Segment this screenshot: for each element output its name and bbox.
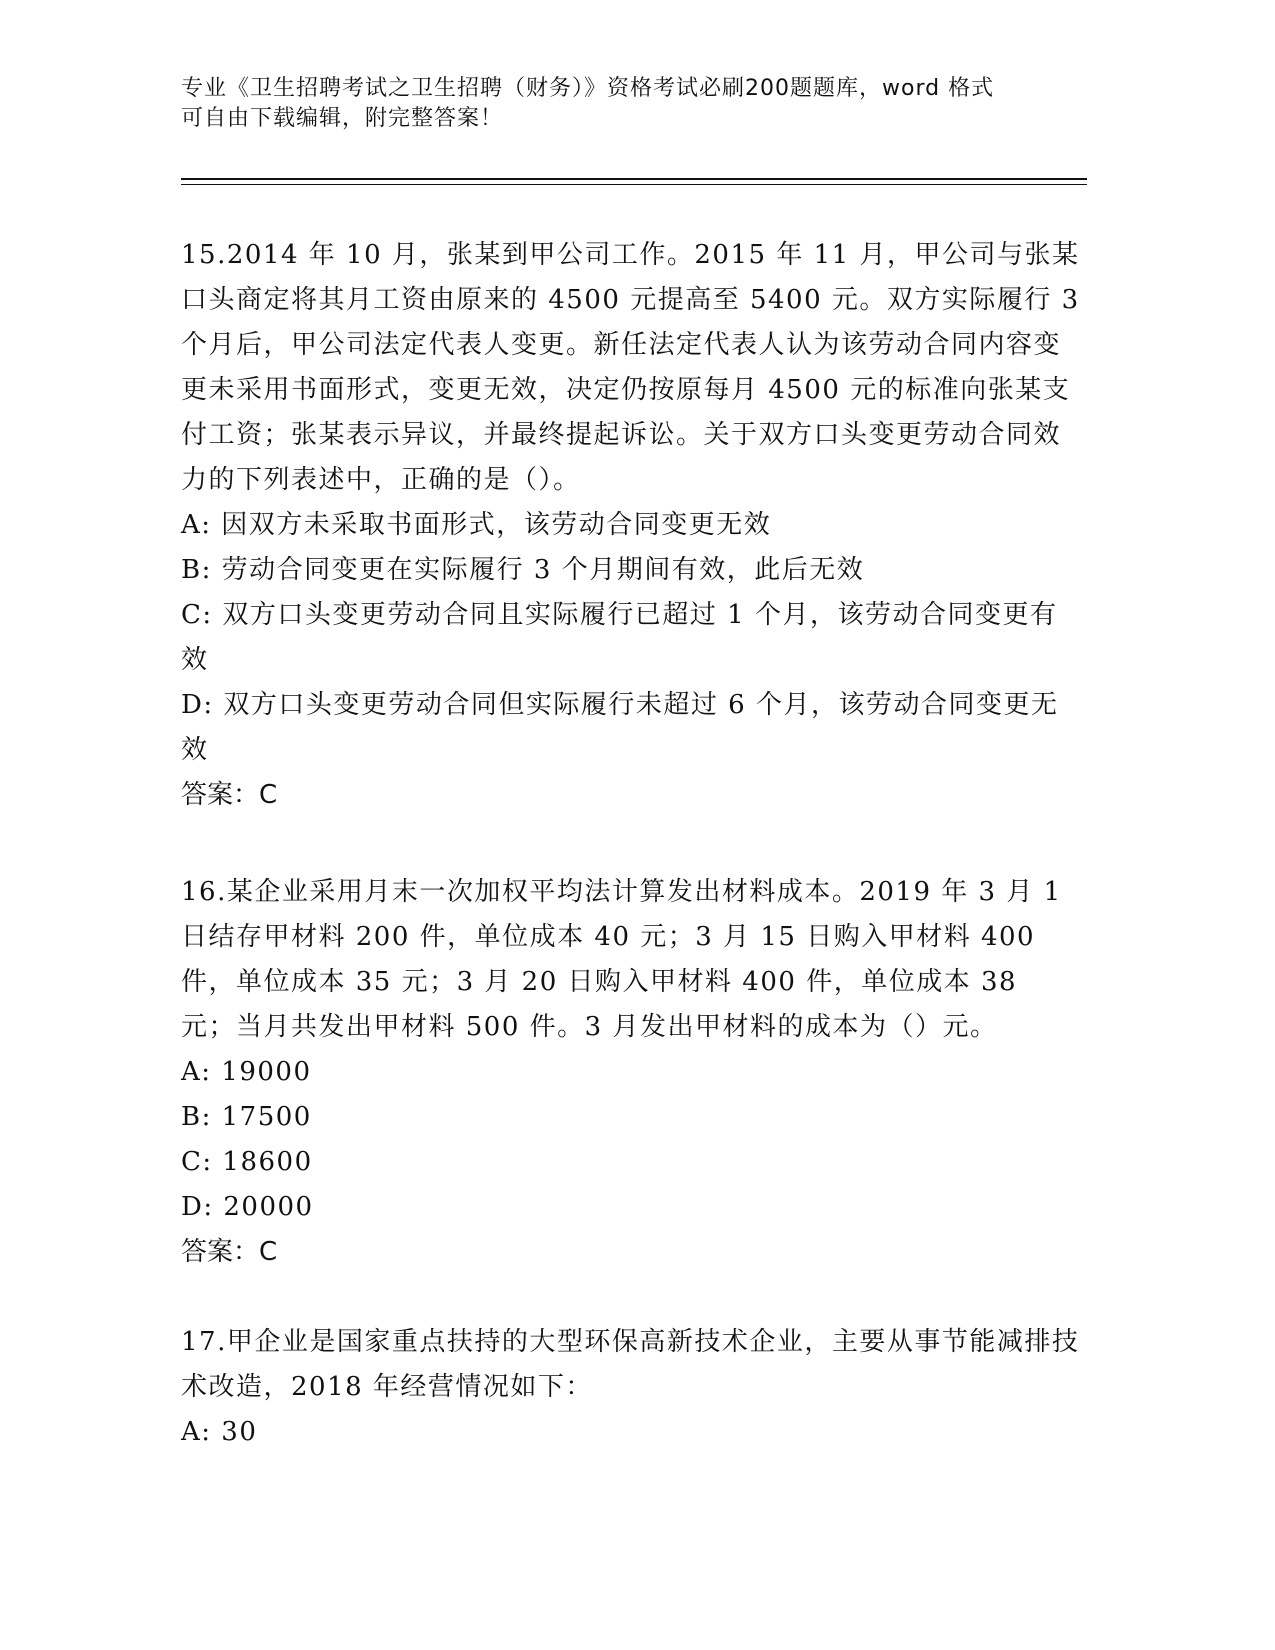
header-divider-thick [181, 178, 1087, 180]
option-d: D: 双方口头变更劳动合同但实际履行未超过 6 个月，该劳动合同变更无效 [181, 690, 1059, 765]
question-17 [181, 1320, 1081, 1455]
option-b: B: 17500 [181, 1102, 312, 1132]
answer: 答案：C [181, 1237, 278, 1267]
question-16 [181, 870, 1081, 1275]
option-c: C: 18600 [181, 1147, 313, 1177]
option-b: B: 劳动合同变更在实际履行 3 个月期间有效，此后无效 [181, 555, 865, 585]
header-divider-thin [181, 184, 1087, 185]
header-title-line1: 专业《卫生招聘考试之卫生招聘（财务）》资格考试必刷200题题库，word 格式 [181, 76, 995, 101]
question-stem: 17.甲企业是国家重点扶持的大型环保高新技术企业，主要从事节能减排技术改造，2018 年经营情况如下： [181, 1327, 1080, 1402]
option-d: D: 20000 [181, 1192, 314, 1222]
answer: 答案：C [181, 780, 278, 810]
option-a: A: 因双方未采取书面形式，该劳动合同变更无效 [181, 510, 772, 540]
question-stem: 15.2014 年 10 月，张某到甲公司工作。2015 年 11 月，甲公司与张某口头商定将其月工资由原来的 4500 元提高至 5400 元。双方实际履行 3 个月后，甲公司法定代表人变更。新任法定代表人认为该劳动合同内容变更未采用书面形式，变更无效，决定仍按原每月 4500 元的标准向张某支付工资；张某表示异议，并最终提起诉讼。关于双方口头变更劳动合同效力的下列表述中，正确的是（）。 [181, 240, 1080, 495]
page-header [181, 74, 1061, 134]
header-title-line2: 可自由下载编辑，附完整答案！ [181, 106, 504, 131]
option-c: C: 双方口头变更劳动合同且实际履行已超过 1 个月，该劳动合同变更有效 [181, 600, 1058, 675]
option-a: A: 30 [181, 1417, 258, 1447]
option-a: A: 19000 [181, 1057, 312, 1087]
question-stem: 16.某企业采用月末一次加权平均法计算发出材料成本。2019 年 3 月 1 日结存甲材料 200 件，单位成本 40 元；3 月 15 日购入甲材料 400 件，单位成本 35 元；3 月 20 日购入甲材料 400 件，单位成本 38 元；当月共发出甲材料 500 件。3 月发出甲材料的成本为（）元。 [181, 877, 1062, 1042]
question-15 [181, 233, 1081, 818]
